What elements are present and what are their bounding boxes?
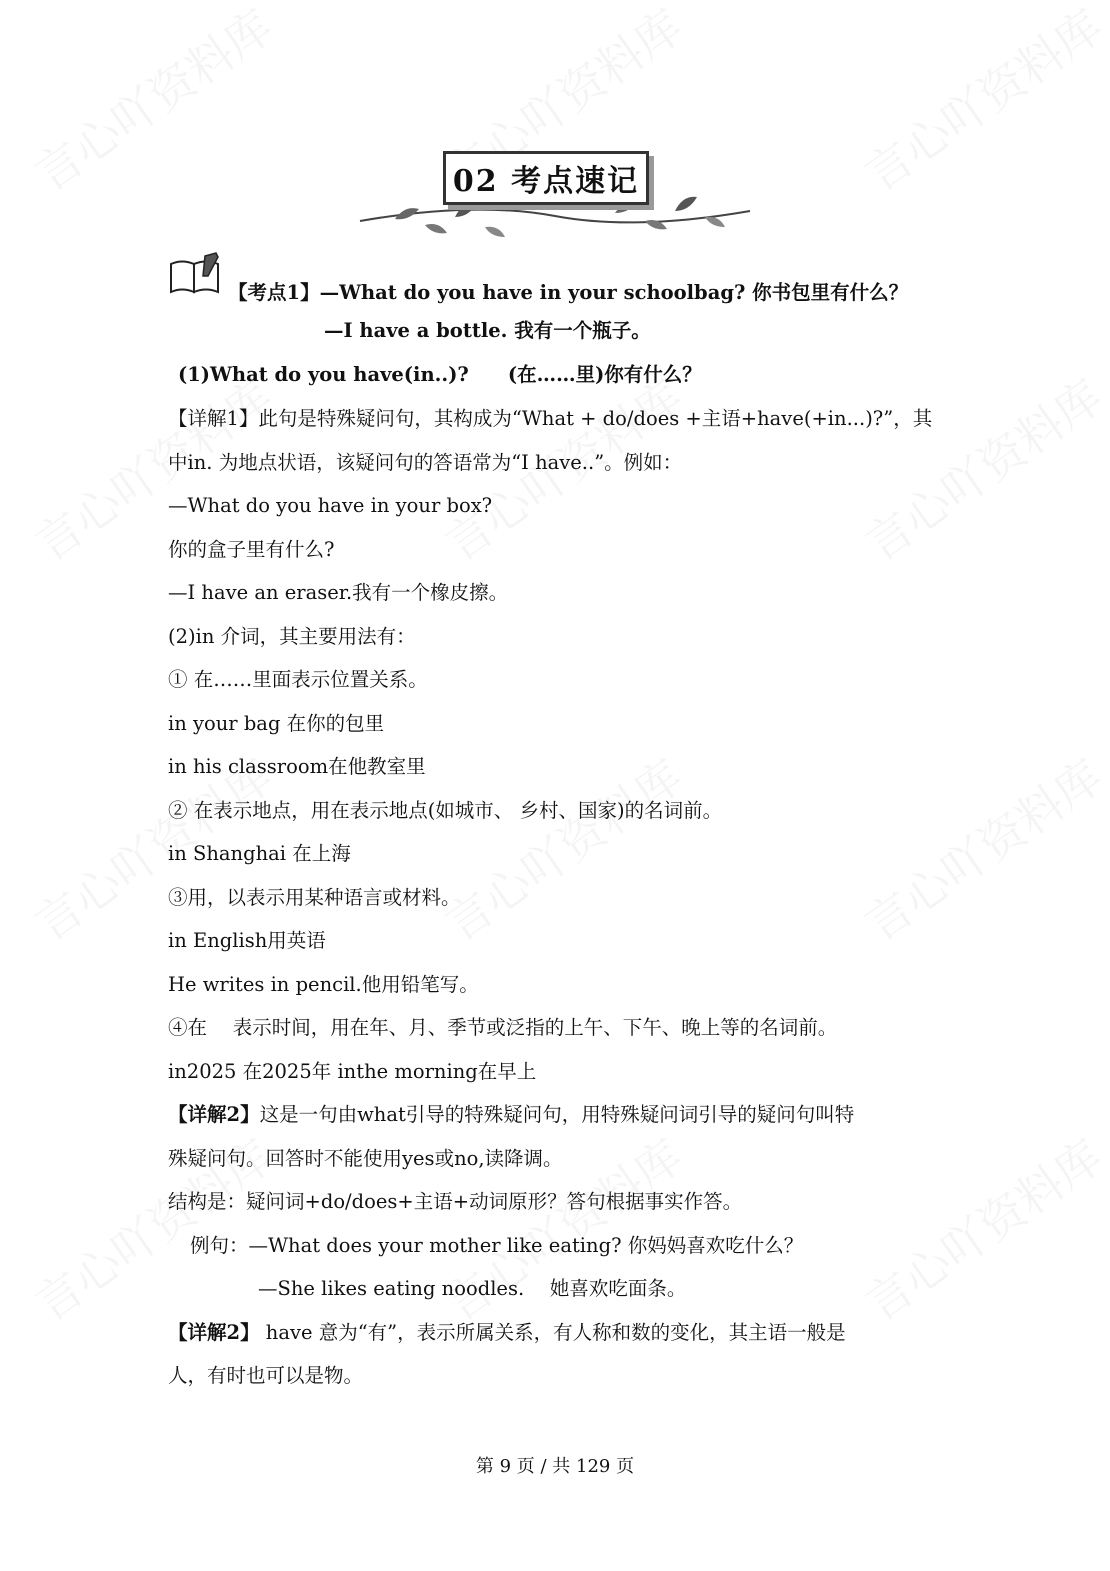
- text-line: —I have an eraser.我有一个橡皮擦。: [168, 581, 509, 604]
- text-line: ② 在表示地点，用在表示地点(如城市、 乡村、国家)的名词前。: [168, 799, 723, 822]
- text-line: 中in. 为地点状语，该疑问句的答语常为“I have..”。例如：: [168, 451, 683, 474]
- text-line: in your bag 在你的包里: [168, 712, 385, 735]
- watermark: [850, 0, 1110, 204]
- kaodian1-tag: 【考点1】: [228, 281, 320, 304]
- page-footer: 第 9 页 / 共 129 页: [475, 1456, 635, 1477]
- detail2b-tag: 【详解2】: [168, 1321, 260, 1344]
- text-line: 【详解1】此句是特殊疑问句，其构成为“What + do/does +主语+have(+in...)?”，其: [168, 407, 933, 430]
- watermark: [850, 742, 1110, 954]
- section-banner: [355, 145, 755, 245]
- watermark: [20, 0, 284, 204]
- watermark: [430, 742, 694, 954]
- detail2a-text1: 这是一句由what引导的特殊疑问句，用特殊疑问词引导的疑问句叫特: [259, 1103, 855, 1126]
- kaodian1-question: [228, 280, 908, 306]
- kaodian1-question-text: —What do you have in your schoolbag? 你书包里有什么？: [319, 281, 909, 304]
- subheading-1: (1)What do you have(in..)? (在……里)你有什么？: [178, 363, 702, 386]
- detail2a-example-question: [190, 1233, 803, 1259]
- detail2b-line2: 人，有时也可以是物。: [168, 1364, 364, 1387]
- text-line: in Shanghai 在上海: [168, 842, 351, 865]
- detail2a-tag: 【详解2】: [168, 1103, 260, 1126]
- text-line: ④在 表示时间，用在年、月、季节或泛指的上午、下午、晚上等的名词前。: [168, 1016, 838, 1039]
- section-badge: 02 考点速记: [443, 151, 649, 205]
- text-line: —What do you have in your box?: [168, 494, 493, 517]
- text-line: ③用，以表示用某种语言或材料。: [168, 886, 461, 909]
- text-line: He writes in pencil.他用铅笔写。: [168, 973, 479, 996]
- text-line: in2025 在2025年 inthe morning在早上: [168, 1060, 537, 1083]
- open-book-pencil-icon: [168, 252, 222, 296]
- text-line: (2)in 介词，其主要用法有：: [168, 625, 416, 648]
- detail2b-line1: [168, 1320, 846, 1346]
- example-label: 例句：: [190, 1234, 249, 1257]
- watermark: [850, 362, 1110, 574]
- detail2a-line1: [168, 1102, 854, 1128]
- watermark: [850, 1122, 1110, 1334]
- text-line: ① 在……里面表示位置关系。: [168, 668, 428, 691]
- kaodian1-answer: —I have a bottle. 我有一个瓶子。: [324, 319, 651, 342]
- detail2a-example-answer: —She likes eating noodles. 她喜欢吃面条。: [258, 1277, 687, 1300]
- text-line: in English用英语: [168, 929, 326, 952]
- text-line: 你的盒子里有什么?: [168, 538, 335, 561]
- text-line: in his classroom在他教室里: [168, 755, 426, 778]
- detail2a-structure: 结构是：疑问词+do/does+主语+动词原形？答句根据事实作答。: [168, 1190, 743, 1213]
- example-question-text: —What does your mother like eating? 你妈妈喜欢吃什么？: [248, 1234, 804, 1257]
- detail2b-text1: have 意为“有”，表示所属关系，有人称和数的变化，其主语一般是: [259, 1321, 846, 1344]
- detail2a-line2: 殊疑问句。回答时不能使用yes或no,读降调。: [168, 1147, 563, 1170]
